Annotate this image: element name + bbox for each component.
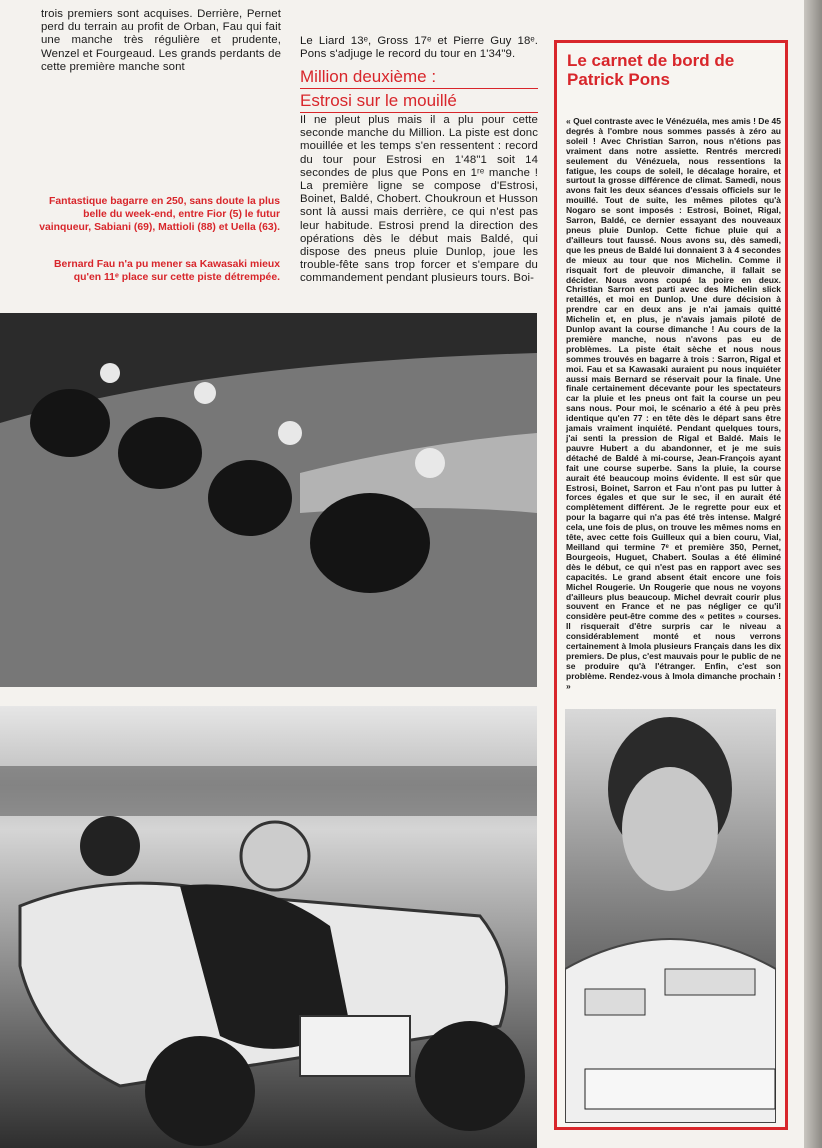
- sidebar-title: Le carnet de bord de Patrick Pons: [567, 51, 735, 89]
- article-column-2-top: Le Liard 13ᵉ, Gross 17ᵉ et Pierre Guy 18ᵉ. Pons s'adjuge le record du tour en 1'34"9.: [300, 35, 538, 61]
- rider-illustration: [0, 706, 537, 1148]
- photo-fau-kawasaki: [0, 706, 537, 1148]
- page-edge: [804, 0, 822, 1148]
- photo-caption-1: Fantastique bagarre en 250, sans doute la plus belle du week-end, entre Fior (5) le futur vainqueur, Sabiani (69), Mattioli (88) et Uella (63).: [39, 196, 280, 233]
- article-column-1-top: trois premiers sont acquises. Derrière, Pernet perd du terrain au profit de Orban, Fau qui fait une manche très régulière et prudente, Wenzel et Fourgeaud. Les grands perdants de cette première manche sont: [41, 8, 281, 73]
- photo-caption-2: Bernard Fau n'a pu mener sa Kawasaki mieux qu'en 11ᵉ place sur cette piste détrempée.: [54, 259, 280, 283]
- section-subheading: Estrosi sur le mouillé: [300, 90, 538, 113]
- sidebar-body: « Quel contraste avec le Vénézuéla, mes amis ! De 45 degrés à l'ombre nous sommes passés à zéro au soleil ! Avec Christian Sarron, nous n'étions pas vraiment dans notre assiette. Rentrés mercredi seulement du Vénézuela, nous ressentions la fatigue, les coups de soleil, le décalage horaire, et surtout la grosse différence de climat. Samedi, nous avons fait les deux séances d'essais officiels sur le mouillé. Tout de suite, les mêmes pilotes qu'à Nogaro se sont imposés : Estrosi, Boinet, Rigal, Sarron, Baldé, ce dernier essayant des nouveaux pneus pluie Dunlop. Cette fichue pluie qui a d'ailleurs tout faussé. Nous avons su, dès samedi, que les pneus de Baldé lui donnaient 3 à 4 secondes de mieux au tour que nos Michelin. Comme il risquait fort de pleuvoir dimanche, il fallait se décider. Nous avons coupé la poire en deux. Christian Sarron est parti avec des Michelin slick retaillés, et moi en Dunlop. Une dure décision à prendre car en deux ans je n'ai jamais quitté Michelin et, en plus, je n'avais jamais piloté de Dunlop avant la course dimanche ! Au cours de la première manche, nous n'avons pas eu de problèmes. La piste était sèche et nous nous sommes trouvés en bagarre à trois : Sarron, Rigal et moi. Fau et sa Kawasaki auraient pu nous inquiéter aussi mais Bernard se réservait pour la finale. Une finale certainement décevante pour les spectateurs car la pluie et les pneus ont fait la course un peu sans nous. Pour moi, le scénario a été à peu près identique qu'en 77 : en tête dès le départ sans être jamais vraiment inquiété. Pendant quelques tours, j'ai senti la pression de Rigal et Baldé. Mais le pauvre Hubert a du abandonner, et je me suis détaché de Baldé à mi-course, Jean-François ayant fait une course superbe. Sans la pluie, la course aurait été beaucoup moins évidente. Il est sûr que Estrosi, Boinet, Sarron et Fau n'ont pas pu lutter à forces égales et que sur le sec, il en aurait été complètement différent. Je le regrette pour eux et pour la bagarre qui n'a pas été très intense. Malgré cela, une fois de plus, on trouve les mêmes noms en tête, avec cette fois Guilleux qui a bien couru, Vial, Meilland qui termine 7ᵉ et première 350, Pernet, Bourgeois, Huguet, Chabert. Soulas a été éliminé dès le début, ce qui n'est pas en rapport avec ses capacités. Le grand absent était encore une fois Michel Rougerie. Un Rougerie que nous ne voyons d'ailleurs plus beaucoup. Michel devrait courir plus souvent en France et ne pas négliger ce qu'il considère peut-être comme des « petites » courses. Il risquerait d'être surpris car le niveau a considérablement monté et nous verrons certainement à Imola plusieurs Français dans les dix premiers. De plus, c'est mauvais pour le public de ne se produire qu'à l'étranger. Enfin, c'est son problème. Rendez-vous à Imola dimanche prochain ! »: [566, 116, 781, 691]
- photo-250-race: [0, 313, 537, 687]
- photo-patrick-pons: [565, 709, 776, 1123]
- article-column-2-main: Il ne pleut plus mais il a plu pour cette seconde manche du Million. La piste est donc mouillée et les temps s'en ressentent : record du tour pour Estrosi en 1'48"1 soit 14 secondes de plus que Pons en 1ʳᵉ manche ! La première ligne se compose d'Estrosi, Boinet, Baldé, Chobert. Choukroun et Husson sont là aussi mais derrière, ce qui n'est pas leur habitude. Estrosi prend la direction des opérations dès le début mais Baldé, qui dispose des pneus pluie Dunlop, joue les trouble-fête sans trop forcer et s'empare du commandement pendant plusieurs tours. Boi-: [300, 114, 538, 285]
- portrait-illustration: [565, 709, 776, 1123]
- section-heading: Million deuxième :: [300, 66, 538, 89]
- race-illustration: [0, 313, 537, 687]
